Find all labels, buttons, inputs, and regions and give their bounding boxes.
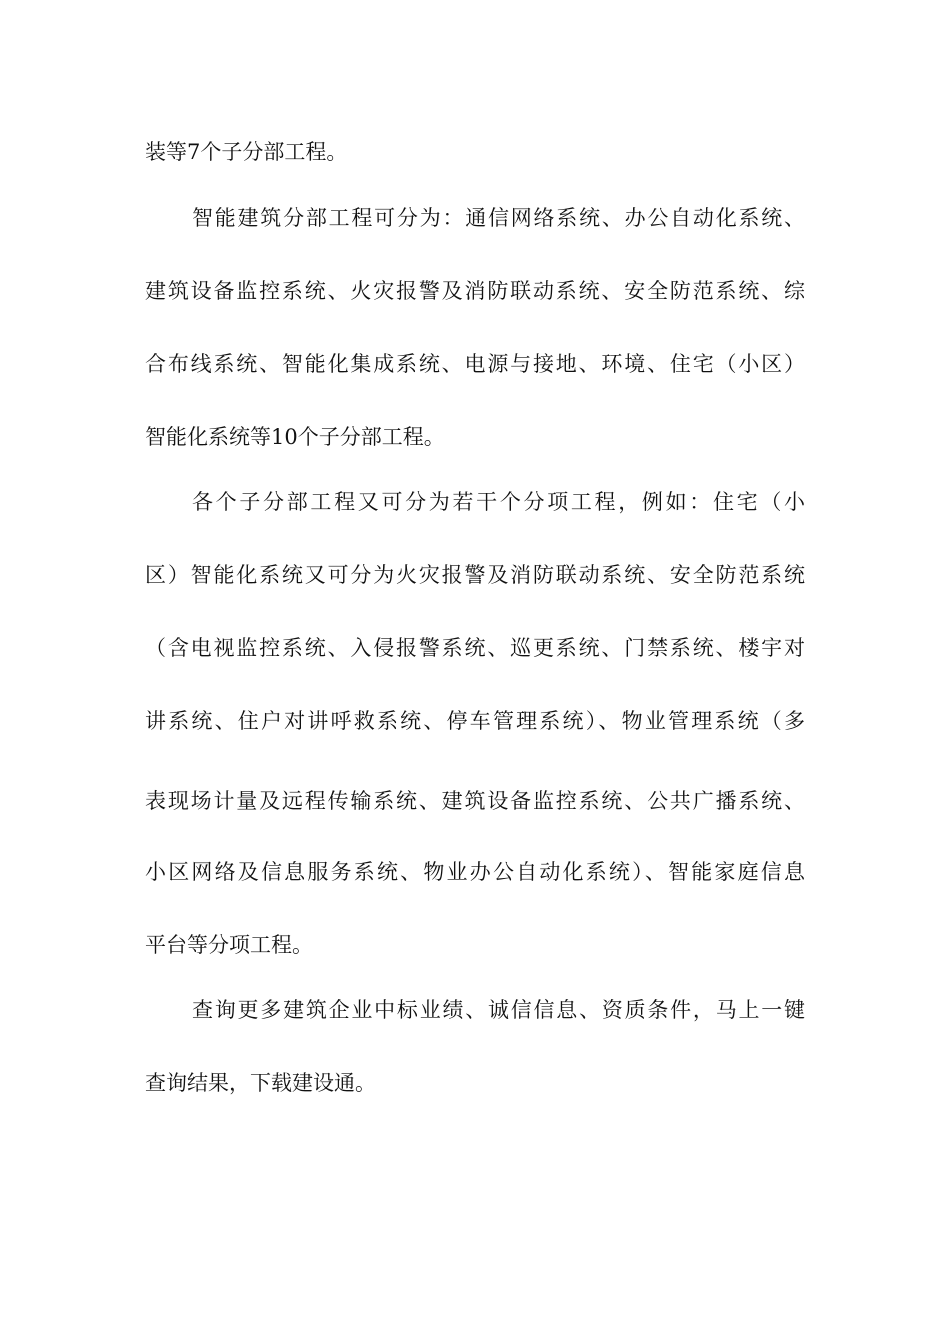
text-line: 装等7个子分部工程。 [145,140,348,164]
paragraph-first-line: 智能建筑分部工程可分为：通信网络系统、办公自动化系统、 [192,206,805,230]
text-line: 建筑设备监控系统、火灾报警及消防联动系统、安全防范系统、综 [145,279,805,303]
text-line: 小区网络及信息服务系统、物业办公自动化系统）、智能家庭信息 [145,860,805,884]
paragraph-first-line: 查询更多建筑企业中标业绩、诚信信息、资质条件，马上一键 [192,998,805,1022]
paragraph-first-line: 各个子分部工程又可分为若干个分项工程，例如：住宅（小 [192,490,805,514]
text-line: 讲系统、住户对讲呼救系统、停车管理系统）、物业管理系统（多 [145,709,805,733]
text-line: 区）智能化系统又可分为火灾报警及消防联动系统、安全防范系统 [145,563,805,587]
text-line: （含电视监控系统、入侵报警系统、巡更系统、门禁系统、楼宇对 [145,636,805,660]
text-line: 平台等分项工程。 [145,933,313,957]
text-line: 表现场计量及远程传输系统、建筑设备监控系统、公共广播系统、 [145,789,805,813]
text-line: 智能化系统等10个子分部工程。 [145,425,445,449]
text-line: 查询结果，下载建设通。 [145,1071,376,1095]
text-line: 合布线系统、智能化集成系统、电源与接地、环境、住宅（小区） [145,352,805,376]
